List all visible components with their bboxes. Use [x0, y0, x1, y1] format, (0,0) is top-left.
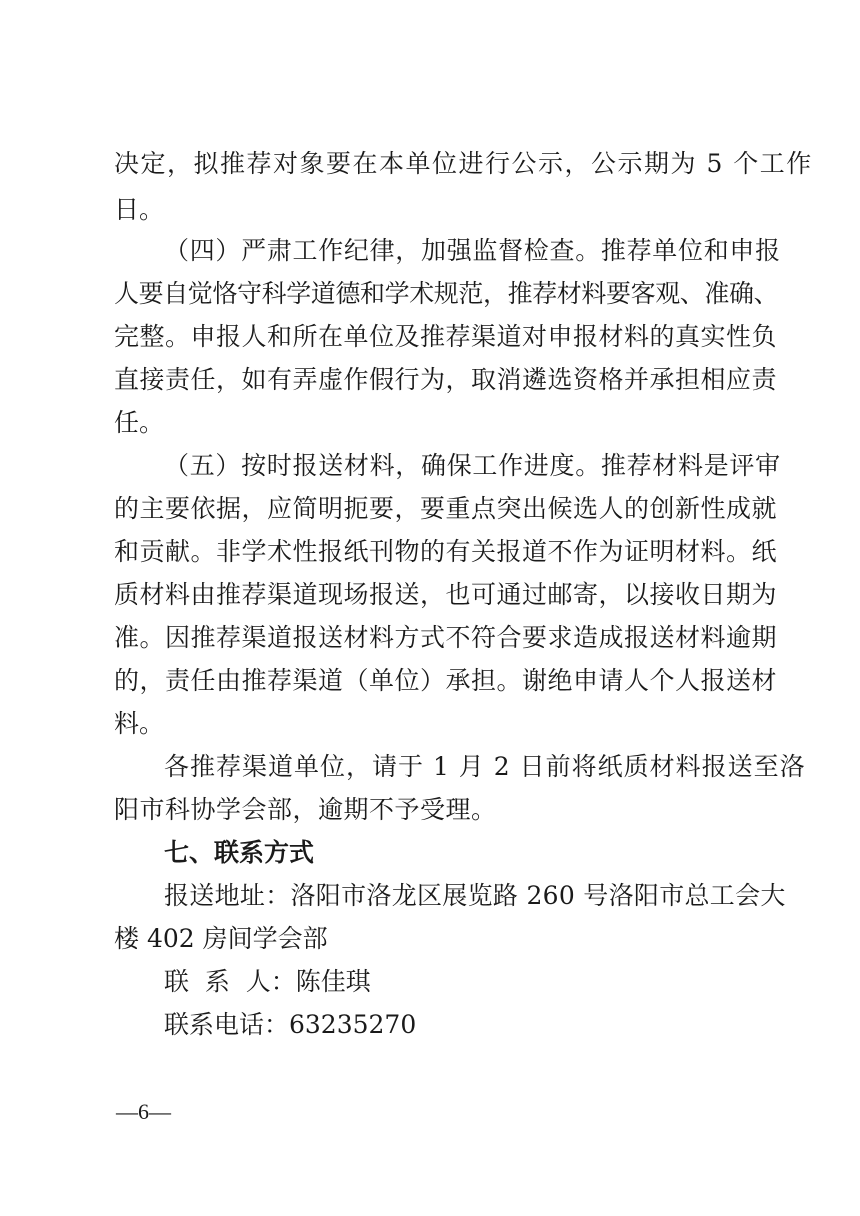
line-text: 日。 [114, 195, 165, 224]
line-text: 楼 402 房间学会部 [114, 924, 328, 953]
line-text: 任。 [114, 408, 165, 437]
line-text: 的主要依据，应简明扼要，要重点突出候选人的创新性成就 [114, 494, 778, 523]
line-text: 完整。申报人和所在单位及推荐渠道对申报材料的真实性负 [114, 322, 778, 351]
line-text: （四）严肃工作纪律，加强监督检查。推荐单位和申报 [164, 236, 781, 265]
line-text: 各推荐渠道单位，请于 1 月 2 日前将纸质材料报送至洛 [164, 752, 806, 781]
line-text: （五）按时报送材料，确保工作进度。推荐材料是评审 [164, 451, 781, 480]
line-text: 直接责任，如有弄虚作假行为，取消遴选资格并承担相应责 [114, 365, 778, 394]
section-heading-text: 七、联系方式 [164, 838, 315, 867]
line-text: 和贡献。非学术性报纸刊物的有关报道不作为证明材料。纸 [114, 537, 778, 566]
line-text: 的，责任由推荐渠道（单位）承担。谢绝申请人个人报送材 [114, 666, 778, 695]
line-text: 料。 [114, 709, 165, 738]
line-text: 人要自觉恪守科学道德和学术规范，推荐材料要客观、准确、 [114, 279, 779, 308]
line-text: 报送地址：洛阳市洛龙区展览路 260 号洛阳市总工会大 [164, 881, 786, 910]
line-text: 质材料由推荐渠道现场报送，也可通过邮寄，以接收日期为 [114, 580, 778, 609]
line-text: 决定，拟推荐对象要在本单位进行公示，公示期为 5 个工作 [114, 149, 813, 178]
page-number: —6— [116, 1099, 171, 1124]
line-text: 阳市科协学会部，逾期不予受理。 [114, 795, 497, 824]
line-text: 联 系 人：陈佳琪 [164, 967, 371, 996]
line-text: 联系电话：63235270 [164, 1010, 417, 1039]
line-text: 准。因推荐渠道报送材料方式不符合要求造成报送材料逾期 [114, 623, 778, 652]
